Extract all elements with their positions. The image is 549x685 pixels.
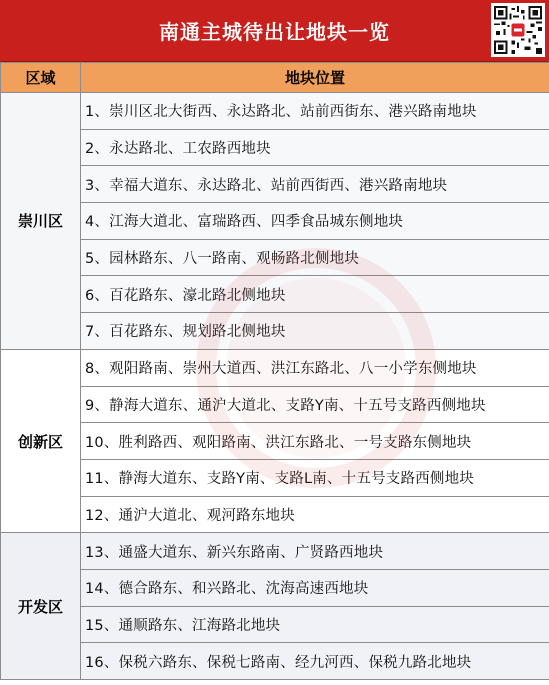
location-cell: 12、通沪大道北、观河路东地块 bbox=[81, 496, 549, 533]
table-row bbox=[1, 349, 549, 386]
qr-code-icon bbox=[491, 3, 545, 57]
table-header-row bbox=[1, 63, 549, 93]
table-row bbox=[1, 606, 549, 643]
location-cell: 2、永达路北、工农路西地块 bbox=[81, 129, 549, 166]
table-row bbox=[1, 533, 549, 570]
area-cell-chuangxin: 创新区 bbox=[1, 349, 81, 532]
table-row bbox=[1, 239, 549, 276]
table-row bbox=[1, 643, 549, 680]
location-column-header: 地块位置 bbox=[81, 63, 549, 93]
page-title: 南通主城待出让地块一览 bbox=[159, 20, 390, 44]
table-row bbox=[1, 129, 549, 166]
location-cell: 16、保税六路东、保税七路南、经九河西、保税九路北地块 bbox=[81, 643, 549, 680]
location-cell: 13、通盛大道东、新兴东路南、广贤路西地块 bbox=[81, 533, 549, 570]
area-cell-kaifa: 开发区 bbox=[1, 533, 81, 680]
location-cell: 7、百花路东、规划路北侧地块 bbox=[81, 313, 549, 350]
land-parcel-table bbox=[0, 62, 549, 680]
table-row bbox=[1, 459, 549, 496]
location-cell: 10、胜利路西、观阳路南、洪江东路北、一号支路东侧地块 bbox=[81, 423, 549, 460]
table-row bbox=[1, 166, 549, 203]
location-cell: 8、观阳路南、崇州大道西、洪江东路北、八一小学东侧地块 bbox=[81, 349, 549, 386]
table-row bbox=[1, 496, 549, 533]
table-row bbox=[1, 386, 549, 423]
table-row bbox=[1, 93, 549, 130]
location-cell: 9、静海大道东、通沪大道北、支路Y南、十五号支路西侧地块 bbox=[81, 386, 549, 423]
table-row bbox=[1, 276, 549, 313]
location-cell: 3、幸福大道东、永达路北、站前西街西、港兴路南地块 bbox=[81, 166, 549, 203]
area-cell-chongchuan: 崇川区 bbox=[1, 93, 81, 350]
table-row bbox=[1, 423, 549, 460]
location-cell: 14、德合路东、和兴路北、沈海高速西地块 bbox=[81, 569, 549, 606]
location-cell: 1、崇川区北大街西、永达路北、站前西街东、港兴路南地块 bbox=[81, 93, 549, 130]
area-column-header: 区域 bbox=[1, 63, 81, 93]
location-cell: 4、江海大道北、富瑞路西、四季食品城东侧地块 bbox=[81, 203, 549, 240]
title-bar bbox=[0, 0, 549, 62]
location-cell: 11、静海大道东、支路Y南、支路L南、十五号支路西侧地块 bbox=[81, 459, 549, 496]
location-cell: 6、百花路东、濠北路北侧地块 bbox=[81, 276, 549, 313]
table-row bbox=[1, 313, 549, 350]
table-row bbox=[1, 569, 549, 606]
location-cell: 5、园林路东、八一路南、观畅路北侧地块 bbox=[81, 239, 549, 276]
table-row bbox=[1, 203, 549, 240]
location-cell: 15、通顺路东、江海路北地块 bbox=[81, 606, 549, 643]
